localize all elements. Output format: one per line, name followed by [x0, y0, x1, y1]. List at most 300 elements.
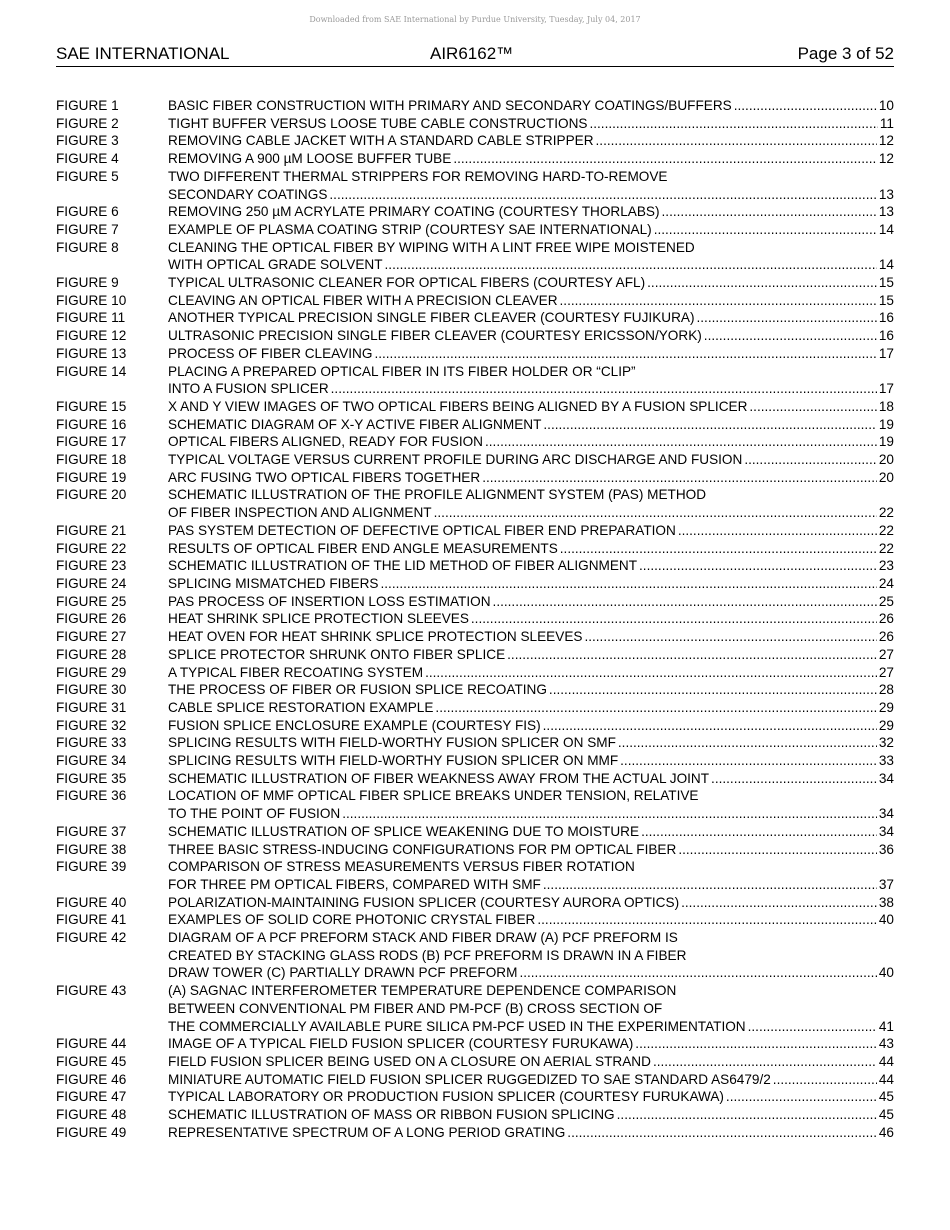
figure-caption: [168, 292, 894, 310]
caption-line: CABLE SPLICE RESTORATION EXAMPLE: [168, 699, 434, 715]
figure-label: FIGURE 49: [56, 1124, 127, 1140]
dot-leader: [639, 557, 877, 575]
figure-caption: [168, 150, 894, 168]
dot-leader: [519, 964, 876, 982]
dot-leader: [653, 1053, 877, 1071]
figure-label: FIGURE 20: [56, 487, 127, 503]
figure-page-number[interactable]: 26: [878, 611, 894, 627]
figure-label: FIGURE 13: [56, 345, 127, 361]
figure-page-number[interactable]: 45: [878, 1107, 894, 1123]
caption-line: OF FIBER INSPECTION AND ALIGNMENT: [168, 505, 432, 521]
figure-label: FIGURE 28: [56, 646, 127, 662]
figure-entry[interactable]: [56, 309, 894, 327]
figure-page-number[interactable]: 45: [878, 1089, 894, 1105]
caption-last-line: [168, 1071, 894, 1089]
figure-caption: [168, 787, 894, 822]
caption-line: HEAT OVEN FOR HEAT SHRINK SPLICE PROTECTION SLEEVES: [168, 629, 583, 645]
figure-label: FIGURE 19: [56, 469, 127, 485]
figure-label: FIGURE 25: [56, 593, 127, 609]
figure-page-number[interactable]: 32: [878, 735, 894, 751]
caption-line: MINIATURE AUTOMATIC FIELD FUSION SPLICER RUGGEDIZED TO SAE STANDARD AS6479/2: [168, 1071, 771, 1087]
figure-entry[interactable]: [56, 699, 894, 717]
figure-page-number[interactable]: 10: [878, 98, 894, 113]
figure-page-number[interactable]: 20: [878, 452, 894, 468]
figure-caption: [168, 345, 894, 363]
figure-label: FIGURE 8: [56, 239, 119, 255]
figure-entry[interactable]: [56, 1071, 894, 1089]
figure-page-number[interactable]: 36: [878, 841, 894, 857]
figure-label: FIGURE 33: [56, 735, 127, 751]
figure-entry[interactable]: [56, 911, 894, 929]
caption-line: BETWEEN CONVENTIONAL PM FIBER AND PM-PCF (B) CROSS SECTION OF: [168, 1000, 663, 1016]
dot-leader: [596, 132, 877, 150]
figure-entry[interactable]: [56, 274, 894, 292]
figure-entry[interactable]: [56, 292, 894, 310]
figure-caption: [168, 841, 894, 859]
caption-last-line: [168, 504, 894, 522]
caption-line: EXAMPLES OF SOLID CORE PHOTONIC CRYSTAL FIBER: [168, 912, 536, 928]
caption-last-line: [168, 1053, 894, 1071]
figure-page-number[interactable]: 34: [878, 770, 894, 786]
figure-entry[interactable]: [56, 717, 894, 735]
caption-last-line: [168, 186, 894, 204]
caption-line: EXAMPLE OF PLASMA COATING STRIP (COURTESY SAE INTERNATIONAL): [168, 221, 652, 237]
figure-caption: [168, 168, 894, 203]
figure-entry[interactable]: [56, 610, 894, 628]
caption-last-line: [168, 681, 894, 699]
caption-line: THE PROCESS OF FIBER OR FUSION SPLICE RECOATING: [168, 682, 547, 698]
figure-caption: [168, 203, 894, 221]
figure-entry[interactable]: [56, 823, 894, 841]
figure-label: FIGURE 42: [56, 930, 127, 946]
caption-line: TO THE POINT OF FUSION: [168, 806, 341, 822]
dot-leader: [641, 823, 877, 841]
download-watermark: Downloaded from SAE International by Purdue University, Tuesday, July 04, 2017: [309, 15, 641, 24]
caption-line: IMAGE OF A TYPICAL FIELD FUSION SPLICER (COURTESY FURUKAWA): [168, 1036, 634, 1052]
dot-leader: [549, 681, 877, 699]
dot-leader: [435, 699, 876, 717]
caption-last-line: [168, 964, 894, 982]
caption-last-line: [168, 327, 894, 345]
figure-caption: [168, 1071, 894, 1089]
figure-label: FIGURE 43: [56, 983, 127, 999]
figure-entry[interactable]: [56, 628, 894, 646]
figure-caption: [168, 540, 894, 558]
figure-entry[interactable]: [56, 894, 894, 912]
caption-last-line: [168, 97, 894, 115]
figure-caption: [168, 97, 894, 115]
dot-leader: [681, 894, 877, 912]
figure-page-number[interactable]: 23: [878, 558, 894, 574]
figure-page-number[interactable]: 20: [878, 469, 894, 485]
figure-entry[interactable]: [56, 221, 894, 239]
figure-label: FIGURE 16: [56, 416, 127, 432]
figure-label: FIGURE 41: [56, 912, 127, 928]
caption-line: PROCESS OF FIBER CLEAVING: [168, 345, 373, 361]
figure-entry[interactable]: [56, 327, 894, 345]
figure-caption: [168, 610, 894, 628]
figure-entry[interactable]: [56, 433, 894, 451]
figure-page-number[interactable]: 40: [878, 912, 894, 928]
figure-caption: [168, 1106, 894, 1124]
caption-last-line: [168, 752, 894, 770]
figure-page-number[interactable]: 16: [878, 310, 894, 326]
figure-label: FIGURE 1: [56, 98, 119, 113]
figure-page-number[interactable]: 28: [878, 682, 894, 698]
figure-page-number[interactable]: 46: [878, 1124, 894, 1140]
caption-last-line: [168, 1018, 894, 1036]
figure-label: FIGURE 14: [56, 363, 127, 379]
caption-last-line: [168, 1106, 894, 1124]
caption-line: PLACING A PREPARED OPTICAL FIBER IN ITS FIBER HOLDER OR “CLIP”: [168, 363, 636, 379]
figure-page-number[interactable]: 38: [878, 894, 894, 910]
figure-entry[interactable]: [56, 1106, 894, 1124]
figure-caption: [168, 486, 894, 521]
figure-caption: [168, 221, 894, 239]
figure-entry[interactable]: [56, 646, 894, 664]
caption-line: REMOVING A 900 µM LOOSE BUFFER TUBE: [168, 151, 452, 167]
figure-label: FIGURE 3: [56, 133, 119, 149]
figure-label: FIGURE 4: [56, 151, 119, 167]
dot-leader: [678, 841, 877, 859]
dot-leader: [654, 221, 877, 239]
figure-caption: [168, 433, 894, 451]
figure-label: FIGURE 9: [56, 275, 119, 291]
figure-entry[interactable]: [56, 1035, 894, 1053]
figure-entry[interactable]: [56, 398, 894, 416]
figure-entry[interactable]: [56, 929, 894, 982]
caption-line: SCHEMATIC ILLUSTRATION OF THE PROFILE ALIGNMENT SYSTEM (PAS) METHOD: [168, 487, 707, 503]
figure-page-number[interactable]: 40: [878, 965, 894, 981]
dot-leader: [744, 451, 877, 469]
caption-last-line: [168, 150, 894, 168]
figure-label: FIGURE 2: [56, 115, 119, 131]
figure-entry[interactable]: [56, 522, 894, 540]
figure-caption: [168, 115, 894, 133]
caption-line: REMOVING CABLE JACKET WITH A STANDARD CABLE STRIPPER: [168, 133, 594, 149]
caption-line: FUSION SPLICE ENCLOSURE EXAMPLE (COURTESY FIS): [168, 717, 541, 733]
figure-page-number[interactable]: 17: [878, 381, 894, 397]
figure-page-number[interactable]: 34: [878, 823, 894, 839]
caption-last-line: [168, 469, 894, 487]
figure-page-number[interactable]: 29: [878, 717, 894, 733]
caption-last-line: [168, 894, 894, 912]
page-number: Page 3 of 52: [797, 44, 894, 63]
figure-page-number[interactable]: 16: [878, 328, 894, 344]
figure-label: FIGURE 18: [56, 452, 127, 468]
caption-line: REPRESENTATIVE SPECTRUM OF A LONG PERIOD GRATING: [168, 1124, 566, 1140]
figure-page-number[interactable]: 17: [878, 345, 894, 361]
caption-line: FIELD FUSION SPLICER BEING USED ON A CLOSURE ON AERIAL STRAND: [168, 1053, 651, 1069]
caption-last-line: [168, 734, 894, 752]
figure-entry[interactable]: [56, 734, 894, 752]
figure-label: FIGURE 5: [56, 168, 119, 184]
figure-caption: [168, 982, 894, 1035]
figure-caption: [168, 929, 894, 982]
figure-entry[interactable]: [56, 168, 894, 203]
figure-entry[interactable]: [56, 982, 894, 1035]
caption-line: OPTICAL FIBERS ALIGNED, READY FOR FUSION: [168, 434, 483, 450]
caption-line: X AND Y VIEW IMAGES OF TWO OPTICAL FIBERS BEING ALIGNED BY A FUSION SPLICER: [168, 398, 748, 414]
caption-last-line: [168, 557, 894, 575]
figure-label: FIGURE 37: [56, 823, 127, 839]
figure-label: FIGURE 47: [56, 1089, 127, 1105]
figure-entry[interactable]: [56, 97, 894, 115]
dot-leader: [543, 416, 876, 434]
figure-entry[interactable]: [56, 363, 894, 398]
caption-last-line: [168, 451, 894, 469]
caption-line: DRAW TOWER (C) PARTIALLY DRAWN PCF PREFORM: [168, 965, 518, 981]
figure-caption: [168, 1088, 894, 1106]
figure-caption: [168, 681, 894, 699]
figure-label: FIGURE 11: [56, 310, 126, 326]
figure-label: FIGURE 46: [56, 1071, 127, 1087]
figure-caption: [168, 699, 894, 717]
caption-last-line: [168, 1088, 894, 1106]
figure-label: FIGURE 7: [56, 221, 119, 237]
figure-caption: [168, 1124, 894, 1142]
dot-leader: [331, 380, 877, 398]
figure-label: FIGURE 27: [56, 629, 127, 645]
figure-entry[interactable]: [56, 486, 894, 521]
caption-line: PAS PROCESS OF INSERTION LOSS ESTIMATION: [168, 593, 491, 609]
caption-line: THREE BASIC STRESS-INDUCING CONFIGURATIONS FOR PM OPTICAL FIBER: [168, 841, 677, 857]
dot-leader: [485, 433, 877, 451]
figure-page-number[interactable]: 14: [878, 257, 894, 273]
caption-line: CLEANING THE OPTICAL FIBER BY WIPING WITH A LINT FREE WIPE MOISTENED: [168, 239, 695, 255]
caption-last-line: [168, 610, 894, 628]
figure-page-number[interactable]: 43: [878, 1036, 894, 1052]
figure-page-number[interactable]: 12: [878, 151, 894, 167]
figure-entry[interactable]: [56, 1088, 894, 1106]
figure-entry[interactable]: [56, 1124, 894, 1142]
figure-entry[interactable]: [56, 451, 894, 469]
dot-leader: [567, 1124, 877, 1142]
figure-page-number[interactable]: 25: [878, 593, 894, 609]
caption-line: ANOTHER TYPICAL PRECISION SINGLE FIBER CLEAVER (COURTESY FUJIKURA): [168, 310, 695, 326]
figure-label: FIGURE 36: [56, 788, 127, 804]
caption-line: SECONDARY COATINGS: [168, 186, 328, 202]
figure-entry[interactable]: [56, 115, 894, 133]
caption-last-line: [168, 646, 894, 664]
dot-leader: [697, 309, 877, 327]
publisher-name: SAE INTERNATIONAL: [56, 44, 230, 63]
dot-leader: [537, 911, 877, 929]
figure-label: FIGURE 29: [56, 664, 127, 680]
figure-page-number[interactable]: 19: [878, 434, 894, 450]
caption-line: THE COMMERCIALLY AVAILABLE PURE SILICA PM-PCF USED IN THE EXPERIMENTATION: [168, 1018, 746, 1034]
figure-page-number[interactable]: 11: [879, 115, 894, 131]
dot-leader: [560, 540, 877, 558]
figure-caption: [168, 557, 894, 575]
figure-entry[interactable]: [56, 132, 894, 150]
dot-leader: [342, 805, 877, 823]
figure-label: FIGURE 38: [56, 841, 127, 857]
figure-page-number[interactable]: 12: [878, 133, 894, 149]
caption-last-line: [168, 256, 894, 274]
figure-page-number[interactable]: 22: [878, 505, 894, 521]
figure-page-number[interactable]: 34: [878, 806, 894, 822]
figure-entry[interactable]: [56, 469, 894, 487]
figure-caption: [168, 1035, 894, 1053]
caption-line: TYPICAL VOLTAGE VERSUS CURRENT PROFILE DURING ARC DISCHARGE AND FUSION: [168, 452, 743, 468]
caption-last-line: [168, 416, 894, 434]
figure-page-number[interactable]: 26: [878, 629, 894, 645]
figure-label: FIGURE 26: [56, 611, 127, 627]
caption-line: ULTRASONIC PRECISION SINGLE FIBER CLEAVER (COURTESY ERICSSON/YORK): [168, 328, 702, 344]
caption-last-line: [168, 575, 894, 593]
figure-label: FIGURE 23: [56, 558, 127, 574]
caption-line: CREATED BY STACKING GLASS RODS (B) PCF PREFORM IS DRAWN IN A FIBER: [168, 947, 687, 963]
figure-page-number[interactable]: 19: [878, 416, 894, 432]
figure-entry[interactable]: [56, 1053, 894, 1071]
figure-entry[interactable]: [56, 150, 894, 168]
caption-last-line: [168, 805, 894, 823]
caption-line: SCHEMATIC ILLUSTRATION OF MASS OR RIBBON FUSION SPLICING: [168, 1107, 615, 1123]
figure-page-number[interactable]: 29: [878, 699, 894, 715]
caption-line: SCHEMATIC ILLUSTRATION OF THE LID METHOD OF FIBER ALIGNMENT: [168, 558, 638, 574]
dot-leader: [726, 1088, 877, 1106]
figure-caption: [168, 593, 894, 611]
figure-caption: [168, 239, 894, 274]
caption-last-line: [168, 274, 894, 292]
figure-entry[interactable]: [56, 787, 894, 822]
caption-last-line: [168, 132, 894, 150]
caption-line: CLEAVING AN OPTICAL FIBER WITH A PRECISION CLEAVER: [168, 292, 558, 308]
figure-caption: [168, 451, 894, 469]
caption-last-line: [168, 911, 894, 929]
figure-entry[interactable]: [56, 345, 894, 363]
caption-last-line: [168, 1124, 894, 1142]
figure-page-number[interactable]: 13: [878, 204, 894, 220]
dot-leader: [482, 469, 877, 487]
figure-page-number[interactable]: 22: [878, 522, 894, 538]
figure-label: FIGURE 21: [56, 522, 127, 538]
dot-leader: [662, 203, 877, 221]
caption-line: PAS SYSTEM DETECTION OF DEFECTIVE OPTICAL FIBER END PREPARATION: [168, 522, 676, 538]
caption-last-line: [168, 717, 894, 735]
figure-page-number[interactable]: 27: [878, 664, 894, 680]
figure-entry[interactable]: [56, 770, 894, 788]
figure-caption: [168, 911, 894, 929]
figure-entry[interactable]: [56, 203, 894, 221]
figure-label: FIGURE 12: [56, 328, 127, 344]
figure-label: FIGURE 24: [56, 575, 127, 591]
dot-leader: [507, 646, 877, 664]
figure-caption: [168, 398, 894, 416]
caption-last-line: [168, 841, 894, 859]
dot-leader: [434, 504, 877, 522]
figure-caption: [168, 274, 894, 292]
caption-last-line: [168, 593, 894, 611]
figure-label: FIGURE 39: [56, 859, 127, 875]
figure-entry[interactable]: [56, 540, 894, 558]
document-number: AIR6162™: [430, 44, 514, 63]
figure-entry[interactable]: [56, 239, 894, 274]
caption-last-line: [168, 1035, 894, 1053]
figure-caption: [168, 575, 894, 593]
dot-leader: [704, 327, 877, 345]
caption-last-line: [168, 628, 894, 646]
figure-caption: [168, 628, 894, 646]
caption-last-line: [168, 876, 894, 894]
caption-last-line: [168, 309, 894, 327]
figure-entry[interactable]: [56, 858, 894, 893]
figure-label: FIGURE 10: [56, 292, 127, 308]
dot-leader: [329, 186, 876, 204]
caption-last-line: [168, 345, 894, 363]
figure-page-number[interactable]: 13: [878, 186, 894, 202]
figure-entry[interactable]: [56, 681, 894, 699]
dot-leader: [385, 256, 877, 274]
figure-page-number[interactable]: 44: [878, 1053, 894, 1069]
caption-last-line: [168, 115, 894, 133]
figure-page-number[interactable]: 27: [878, 646, 894, 662]
dot-leader: [678, 522, 877, 540]
figure-label: FIGURE 22: [56, 540, 127, 556]
figure-page-number[interactable]: 33: [878, 753, 894, 769]
dot-leader: [584, 628, 876, 646]
caption-line: BASIC FIBER CONSTRUCTION WITH PRIMARY AND SECONDARY COATINGS/BUFFERS: [168, 98, 732, 113]
caption-last-line: [168, 380, 894, 398]
figure-entry[interactable]: [56, 752, 894, 770]
caption-last-line: [168, 770, 894, 788]
figure-page-number[interactable]: 37: [878, 876, 894, 892]
figure-entry[interactable]: [56, 664, 894, 682]
dot-leader: [543, 717, 877, 735]
figure-page-number[interactable]: 22: [878, 540, 894, 556]
caption-line: SPLICE PROTECTOR SHRUNK ONTO FIBER SPLICE: [168, 646, 506, 662]
figure-page-number[interactable]: 14: [878, 221, 894, 237]
dot-leader: [374, 345, 876, 363]
dot-leader: [635, 1035, 877, 1053]
figure-label: FIGURE 48: [56, 1107, 127, 1123]
figure-entry[interactable]: [56, 575, 894, 593]
figure-page-number[interactable]: 15: [878, 275, 894, 291]
figure-entry[interactable]: [56, 593, 894, 611]
dot-leader: [617, 1106, 877, 1124]
figure-page-number[interactable]: 44: [878, 1071, 894, 1087]
figure-caption: [168, 522, 894, 540]
figure-caption: [168, 717, 894, 735]
page-header: [56, 44, 894, 67]
figure-caption: [168, 327, 894, 345]
caption-line: DIAGRAM OF A PCF PREFORM STACK AND FIBER DRAW (A) PCF PREFORM IS: [168, 930, 678, 946]
caption-line: TYPICAL LABORATORY OR PRODUCTION FUSION SPLICER (COURTESY FURUKAWA): [168, 1089, 724, 1105]
figure-page-number[interactable]: 15: [878, 292, 894, 308]
figure-entry[interactable]: [56, 557, 894, 575]
figure-page-number[interactable]: 24: [878, 575, 894, 591]
caption-line: HEAT SHRINK SPLICE PROTECTION SLEEVES: [168, 611, 469, 627]
caption-line: (A) SAGNAC INTERFEROMETER TEMPERATURE DEPENDENCE COMPARISON: [168, 983, 677, 999]
figure-caption: [168, 770, 894, 788]
figure-page-number[interactable]: 41: [878, 1018, 894, 1034]
figure-page-number[interactable]: 18: [878, 398, 894, 414]
figure-entry[interactable]: [56, 841, 894, 859]
figure-caption: [168, 132, 894, 150]
dot-leader: [380, 575, 876, 593]
caption-line: FOR THREE PM OPTICAL FIBERS, COMPARED WITH SMF: [168, 876, 541, 892]
figure-caption: [168, 734, 894, 752]
figure-caption: [168, 363, 894, 398]
caption-line: SCHEMATIC ILLUSTRATION OF FIBER WEAKNESS AWAY FROM THE ACTUAL JOINT: [168, 770, 710, 786]
figure-entry[interactable]: [56, 416, 894, 434]
caption-line: SPLICING MISMATCHED FIBERS: [168, 575, 379, 591]
caption-line: SPLICING RESULTS WITH FIELD-WORTHY FUSION SPLICER ON MMF: [168, 753, 619, 769]
figure-label: FIGURE 6: [56, 204, 119, 220]
figure-label: FIGURE 34: [56, 753, 127, 769]
dot-leader: [711, 770, 877, 788]
